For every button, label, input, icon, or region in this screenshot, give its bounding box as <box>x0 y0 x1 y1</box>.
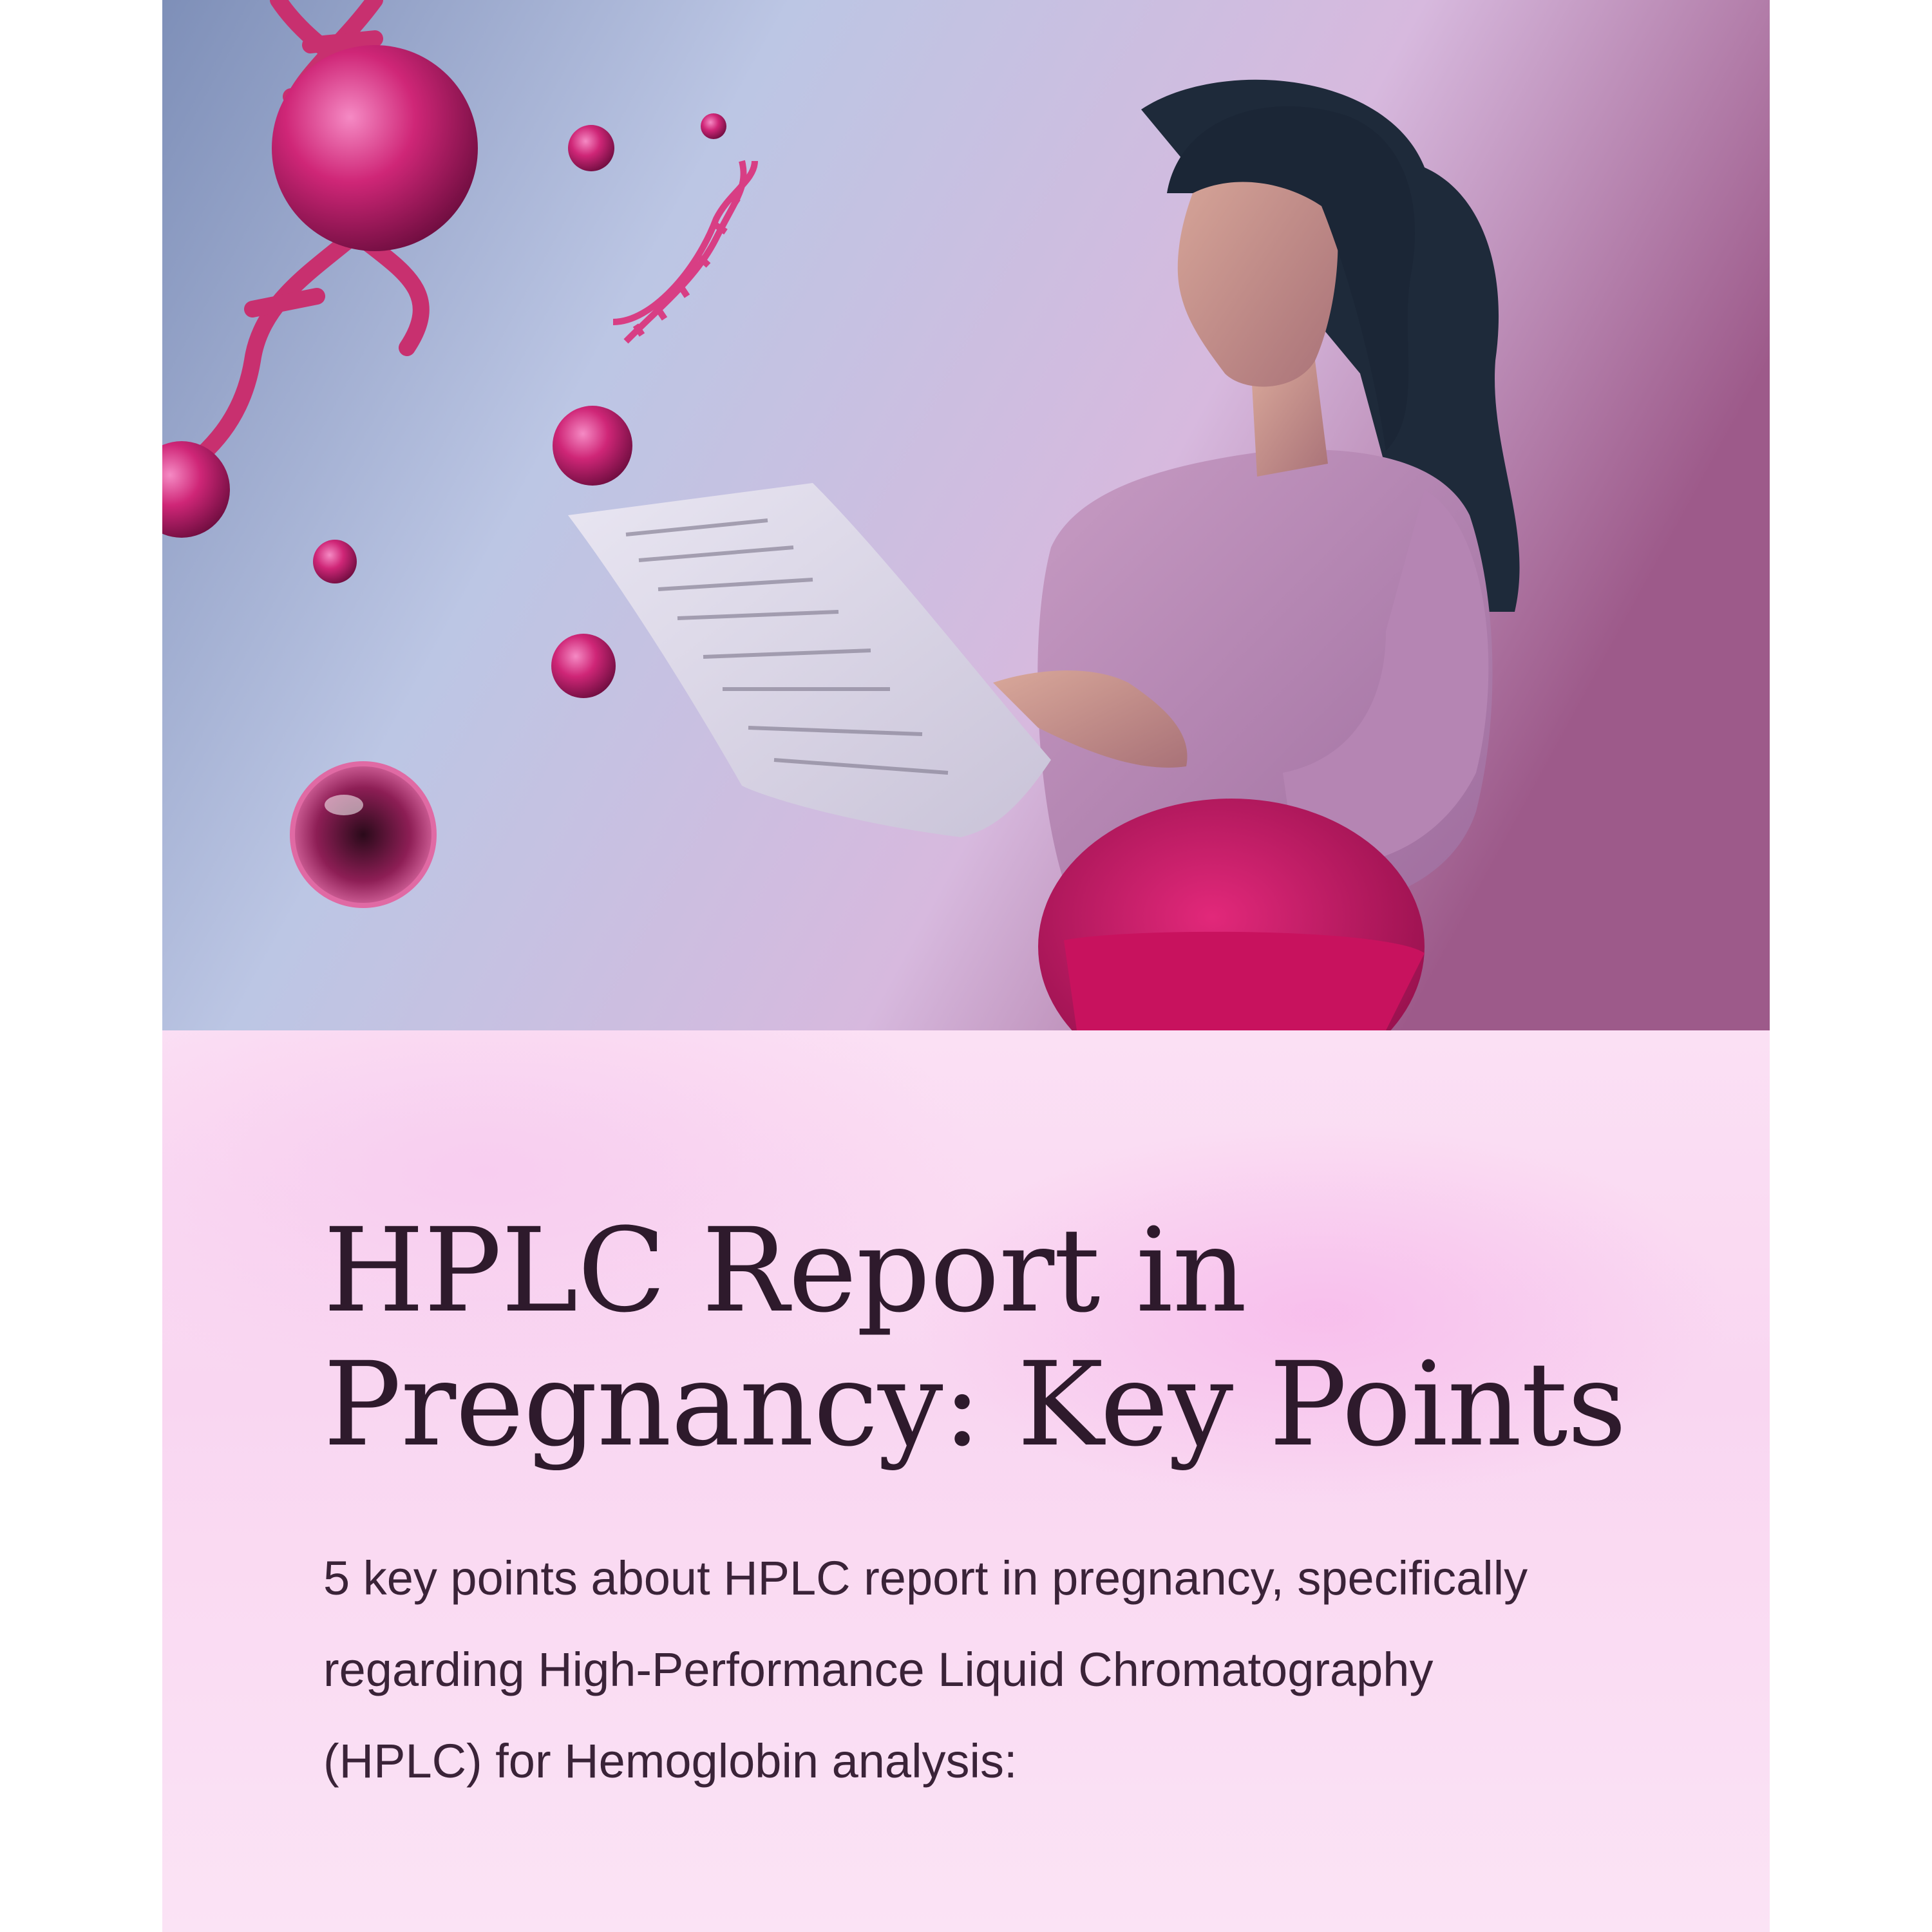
hero-image <box>162 0 1770 1030</box>
page-title: HPLC Report in Pregnancy: Key Points <box>323 1204 1626 1472</box>
intro-paragraph: 5 key points about HPLC report in pregnancy, specifically regarding High-Performance Liquid Chromatography (HPLC) for Hemoglobin analysis: <box>323 1551 1528 1788</box>
article-card <box>162 0 1770 1932</box>
content-panel <box>162 1030 1770 1932</box>
pregnant-woman-illustration <box>162 0 1770 1030</box>
